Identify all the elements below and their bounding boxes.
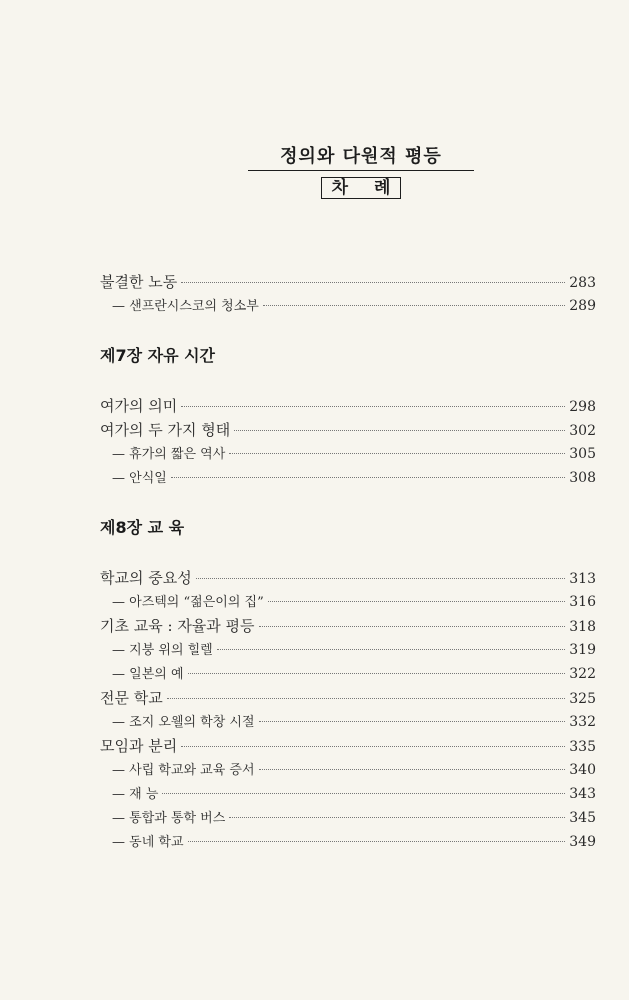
toc-subentry bbox=[100, 782, 596, 806]
dot-leader bbox=[217, 649, 566, 650]
page-number: 283 bbox=[569, 275, 596, 291]
book-title: 정의와 다원적 평등 bbox=[248, 146, 474, 171]
toc-subentry bbox=[100, 830, 596, 854]
toc-subentry bbox=[100, 662, 596, 686]
dot-leader bbox=[229, 453, 565, 454]
page-number: 332 bbox=[569, 714, 596, 730]
dot-leader bbox=[181, 746, 565, 747]
page-number: 289 bbox=[569, 298, 596, 314]
page-number: 302 bbox=[569, 423, 596, 439]
dot-leader bbox=[181, 282, 565, 283]
toc-heading: 차 례 bbox=[321, 177, 402, 199]
page-number: 340 bbox=[569, 762, 596, 778]
entry-title: 여가의 의미 bbox=[100, 397, 178, 415]
entry-title: — 지붕 위의 힐렐 bbox=[112, 643, 213, 658]
page-number: 335 bbox=[569, 739, 596, 755]
entry-title: — 휴가의 짧은 역사 bbox=[112, 447, 226, 462]
entry-title: 기초 교육 : 자율과 평등 bbox=[100, 617, 255, 635]
page-number: 308 bbox=[569, 470, 596, 486]
dot-leader bbox=[188, 673, 566, 674]
dot-leader bbox=[268, 601, 566, 602]
page-number: 319 bbox=[569, 642, 596, 658]
chapter-heading: 제8장 교 육 bbox=[100, 518, 185, 537]
dot-leader bbox=[171, 477, 565, 478]
toc-entry bbox=[100, 394, 596, 418]
page-number: 313 bbox=[569, 571, 596, 587]
toc-entry bbox=[100, 418, 596, 442]
toc-entry bbox=[100, 614, 596, 638]
dot-leader bbox=[229, 817, 565, 818]
dot-leader bbox=[196, 578, 566, 579]
entry-title: — 통합과 통학 버스 bbox=[112, 811, 226, 826]
entry-title: 모임과 분리 bbox=[100, 737, 178, 755]
dot-leader bbox=[259, 626, 566, 627]
entry-title: 여가의 두 가지 형태 bbox=[100, 421, 231, 439]
dot-leader bbox=[259, 769, 566, 770]
entry-title: — 안식일 bbox=[112, 471, 167, 486]
dot-leader bbox=[181, 406, 565, 407]
entry-title: — 조지 오웰의 학창 시절 bbox=[112, 715, 255, 730]
toc-entry bbox=[100, 566, 596, 590]
dot-leader bbox=[188, 841, 566, 842]
toc-subentry bbox=[100, 638, 596, 662]
entry-title: — 재 능 bbox=[112, 787, 159, 802]
toc-subentry bbox=[100, 442, 596, 466]
dot-leader bbox=[259, 721, 566, 722]
dot-leader bbox=[162, 793, 565, 794]
toc-subentry bbox=[100, 758, 596, 782]
toc-entry bbox=[100, 686, 596, 710]
page-number: 343 bbox=[569, 786, 596, 802]
page-number: 345 bbox=[569, 810, 596, 826]
page-number: 349 bbox=[569, 834, 596, 850]
page-header bbox=[248, 146, 474, 199]
toc-subentry bbox=[100, 294, 596, 318]
entry-title: — 동네 학교 bbox=[112, 835, 184, 850]
toc-subentry bbox=[100, 710, 596, 734]
page-number: 322 bbox=[569, 666, 596, 682]
entry-title: — 아즈텍의 “젊은이의 집” bbox=[112, 595, 264, 610]
page-number: 316 bbox=[569, 594, 596, 610]
page-number: 318 bbox=[569, 619, 596, 635]
toc-subentry bbox=[100, 590, 596, 614]
toc-entry bbox=[100, 734, 596, 758]
page-number: 325 bbox=[569, 691, 596, 707]
entry-title: — 사립 학교와 교육 증서 bbox=[112, 763, 255, 778]
toc-subentry bbox=[100, 466, 596, 490]
dot-leader bbox=[234, 430, 565, 431]
dot-leader bbox=[167, 698, 566, 699]
page-number: 305 bbox=[569, 446, 596, 462]
entry-title: — 일본의 예 bbox=[112, 667, 184, 682]
page-number: 298 bbox=[569, 399, 596, 415]
toc-entry bbox=[100, 270, 596, 294]
table-of-contents bbox=[100, 270, 596, 854]
chapter-heading: 제7장 자유 시간 bbox=[100, 346, 216, 365]
entry-title: 학교의 중요성 bbox=[100, 569, 192, 587]
entry-title: — 샌프란시스코의 청소부 bbox=[112, 299, 259, 314]
toc-subentry bbox=[100, 806, 596, 830]
dot-leader bbox=[263, 305, 565, 306]
entry-title: 불결한 노동 bbox=[100, 273, 178, 291]
entry-title: 전문 학교 bbox=[100, 689, 163, 707]
